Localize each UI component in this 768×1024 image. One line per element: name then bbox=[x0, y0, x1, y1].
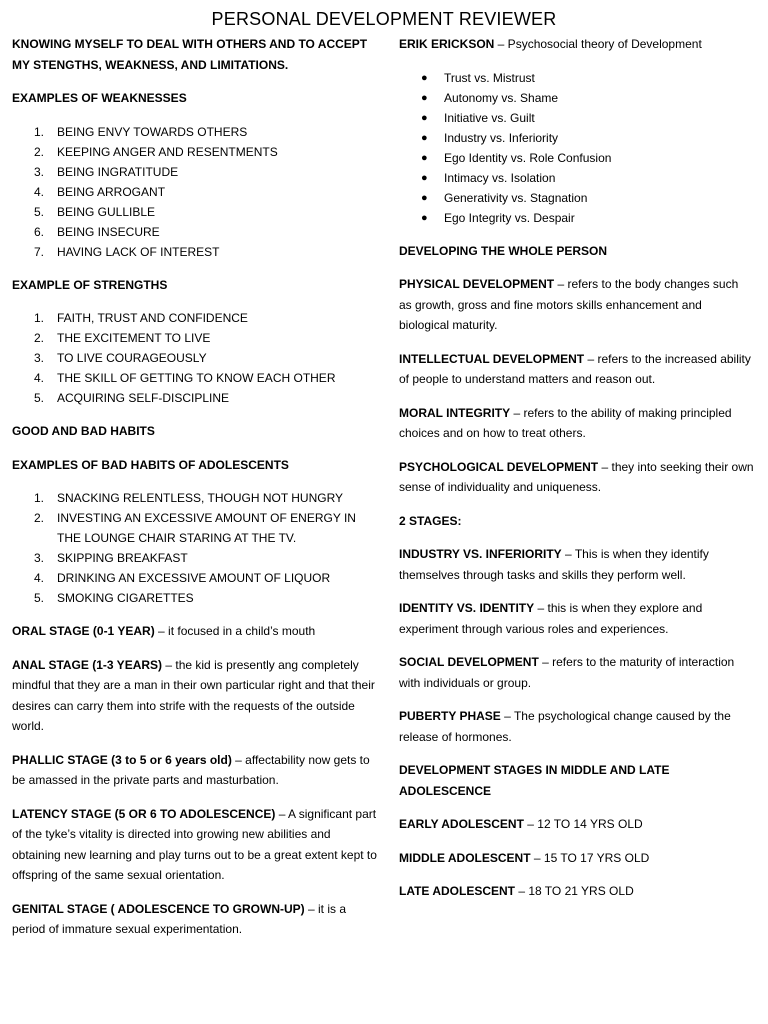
list-item bbox=[12, 122, 380, 142]
list-number: 7. bbox=[34, 244, 45, 259]
development-description: – refers to the body changes such as growth, gross and fine motors skills enhancement and biological maturity. bbox=[399, 277, 739, 332]
stage-description: – affectability now gets to be amassed in the private parts and masturbation. bbox=[12, 752, 370, 787]
list-item bbox=[399, 168, 754, 188]
list-text: SNACKING RELENTLESS, THOUGH NOT HUNGRY bbox=[57, 491, 344, 505]
development-term: PHYSICAL DEVELOPMENT bbox=[399, 277, 555, 291]
stage-paragraph bbox=[12, 750, 380, 791]
list-item bbox=[399, 188, 754, 208]
stage-term: LATENCY STAGE (5 OR 6 TO ADOLESCENCE) bbox=[12, 806, 276, 821]
stage-description: – the kid is presently ang completely mindful that they are a man in their own particular right and that their desires can carry them into strife with the requests of the outside world. bbox=[12, 657, 375, 733]
stage-paragraph bbox=[12, 655, 380, 737]
development-description: – refers to the increased ability of people to understand matters and reason out. bbox=[399, 351, 751, 386]
list-text: INVESTING AN EXCESSIVE AMOUNT OF ENERGY IN THE LOUNGE CHAIR STARING AT THE TV. bbox=[57, 511, 356, 545]
list-text: BEING INGRATITUDE bbox=[57, 164, 179, 179]
erikson-heading bbox=[399, 34, 754, 55]
stage-term: ANAL STAGE (1-3 YEARS) bbox=[12, 657, 163, 672]
stage-description: – it focused in a child’s mouth bbox=[154, 624, 316, 638]
strengths-heading: EXAMPLE OF STRENGTHS bbox=[12, 277, 168, 292]
development-description: – refers to the ability of making principled choices and on how to treat others. bbox=[399, 405, 732, 440]
list-text: BEING INSECURE bbox=[57, 224, 160, 239]
list-item bbox=[12, 182, 380, 202]
adolescent-stage-age: – 18 TO 21 YRS OLD bbox=[515, 884, 634, 898]
list-number: 5. bbox=[34, 391, 45, 405]
list-text: Industry vs. Inferiority bbox=[444, 130, 559, 145]
list-text: Trust vs. Mistrust bbox=[444, 70, 535, 85]
list-text: THE EXCITEMENT TO LIVE bbox=[57, 331, 211, 345]
stage-description: – A significant part of the tyke’s vitality is directed into growing new abilities and obtaining new learning and play turns out to be a great extent kept to offspring of the same sexual orientation. bbox=[12, 806, 377, 882]
list-number: 5. bbox=[34, 591, 45, 605]
list-number: 1. bbox=[34, 311, 45, 325]
list-text: Generativity vs. Stagnation bbox=[444, 190, 588, 205]
list-item bbox=[399, 88, 754, 108]
stage-paragraph bbox=[399, 652, 754, 693]
bullet-icon: ● bbox=[421, 131, 428, 144]
list-item bbox=[12, 508, 380, 548]
weaknesses-list bbox=[12, 122, 380, 262]
list-text: Intimacy vs. Isolation bbox=[444, 170, 556, 185]
list-text: TO LIVE COURAGEOUSLY bbox=[57, 351, 207, 365]
stage-term: GENITAL STAGE ( ADOLESCENCE TO GROWN-UP) bbox=[12, 901, 305, 916]
adolescent-stage bbox=[399, 814, 754, 835]
strengths-list bbox=[12, 308, 380, 408]
list-text: BEING ARROGANT bbox=[57, 184, 166, 199]
bullet-icon: ● bbox=[421, 191, 428, 204]
development-term: INTELLECTUAL DEVELOPMENT bbox=[399, 351, 585, 366]
list-item bbox=[12, 242, 380, 262]
list-item bbox=[12, 162, 380, 182]
list-item bbox=[12, 548, 380, 568]
bad-habits-list bbox=[12, 488, 380, 608]
list-number: 1. bbox=[34, 491, 45, 505]
bad-habits-heading: EXAMPLES OF BAD HABITS OF ADOLESCENTS bbox=[12, 457, 289, 472]
habits-heading: GOOD AND BAD HABITS bbox=[12, 424, 155, 438]
erikson-stages-list bbox=[399, 68, 754, 228]
adolescent-stage-term: LATE ADOLESCENT bbox=[399, 884, 515, 898]
erikson-term: ERIK ERICKSON bbox=[399, 37, 495, 51]
stage-description: – it is a period of immature sexual experimentation. bbox=[12, 901, 347, 936]
bullet-icon: ● bbox=[421, 171, 428, 184]
adolescent-stage-age: – 15 TO 17 YRS OLD bbox=[530, 850, 650, 865]
stage-term: PHALLIC STAGE (3 to 5 or 6 years old) bbox=[12, 752, 232, 767]
list-number: 4. bbox=[34, 371, 45, 385]
stage-description: – refers to the maturity of interaction with individuals or group. bbox=[399, 655, 735, 690]
list-text: BEING ENVY TOWARDS OTHERS bbox=[57, 124, 248, 139]
list-item bbox=[12, 308, 380, 328]
list-item bbox=[399, 108, 754, 128]
list-item bbox=[12, 202, 380, 222]
list-text: SMOKING CIGARETTES bbox=[57, 591, 194, 605]
list-text: THE SKILL OF GETTING TO KNOW EACH OTHER bbox=[57, 371, 336, 385]
list-text: Ego Integrity vs. Despair bbox=[444, 210, 575, 225]
list-text: FAITH, TRUST AND CONFIDENCE bbox=[57, 311, 248, 325]
list-number: 4. bbox=[34, 571, 45, 585]
stage-paragraph bbox=[12, 621, 380, 642]
list-number: 3. bbox=[34, 551, 45, 565]
list-item bbox=[12, 222, 380, 242]
stage-description: – This is when they identify themselves through tasks and skills they perform well. bbox=[399, 547, 709, 582]
list-number: 1. bbox=[34, 124, 45, 139]
stage-term: SOCIAL DEVELOPMENT bbox=[399, 655, 539, 669]
left-column bbox=[12, 34, 380, 953]
list-text: HAVING LACK OF INTEREST bbox=[57, 244, 220, 259]
development-term: PSYCHOLOGICAL DEVELOPMENT bbox=[399, 459, 599, 474]
stage-paragraph bbox=[399, 544, 754, 585]
list-item bbox=[399, 208, 754, 228]
stage-term: IDENTITY VS. IDENTITY bbox=[399, 601, 535, 615]
two-stages-heading: 2 STAGES: bbox=[399, 513, 462, 528]
development-paragraph bbox=[399, 274, 754, 336]
development-term: MORAL INTEGRITY bbox=[399, 405, 511, 420]
development-paragraph bbox=[399, 457, 754, 498]
list-item bbox=[12, 568, 380, 588]
list-number: 4. bbox=[34, 184, 45, 199]
list-number: 5. bbox=[34, 204, 45, 219]
development-paragraph bbox=[399, 349, 754, 390]
bullet-icon: ● bbox=[421, 71, 428, 84]
list-item bbox=[12, 388, 380, 408]
list-item bbox=[12, 588, 380, 608]
list-item bbox=[399, 128, 754, 148]
whole-person-heading: DEVELOPING THE WHOLE PERSON bbox=[399, 243, 608, 258]
stage-paragraph bbox=[399, 706, 754, 747]
list-text: DRINKING AN EXCESSIVE AMOUNT OF LIQUOR bbox=[57, 571, 331, 585]
stage-term: ORAL STAGE (0-1 YEAR) bbox=[12, 624, 155, 638]
list-text: Autonomy vs. Shame bbox=[444, 90, 559, 105]
list-item bbox=[399, 68, 754, 88]
adolescent-stage-age: – 12 TO 14 YRS OLD bbox=[523, 817, 643, 831]
list-item bbox=[12, 328, 380, 348]
stage-paragraph bbox=[12, 899, 380, 940]
list-item bbox=[399, 148, 754, 168]
stage-description: – The psychological change caused by the release of hormones. bbox=[399, 709, 731, 744]
list-text: SKIPPING BREAKFAST bbox=[57, 551, 188, 565]
list-item bbox=[12, 368, 380, 388]
weaknesses-heading: EXAMPLES OF WEAKNESSES bbox=[12, 91, 187, 105]
bullet-icon: ● bbox=[421, 151, 428, 164]
middle-late-adolescence-heading: DEVELOPMENT STAGES IN MIDDLE AND LATE ADOLESCENCE bbox=[399, 763, 670, 798]
list-number: 6. bbox=[34, 224, 45, 239]
development-description: – they into seeking their own sense of individuality and uniqueness. bbox=[399, 459, 754, 494]
stage-paragraph bbox=[399, 598, 754, 639]
list-item bbox=[12, 142, 380, 162]
stage-description: – this is when they explore and experiment through various roles and experiences. bbox=[399, 601, 703, 636]
bullet-icon: ● bbox=[421, 111, 428, 124]
document-title: PERSONAL DEVELOPMENT REVIEWER bbox=[211, 9, 557, 29]
adolescent-stage-term: EARLY ADOLESCENT bbox=[399, 817, 524, 831]
list-number: 3. bbox=[34, 164, 45, 179]
list-text: KEEPING ANGER AND RESENTMENTS bbox=[57, 144, 278, 159]
stage-paragraph bbox=[12, 804, 380, 886]
list-number: 2. bbox=[34, 331, 45, 345]
erikson-description: – Psychosocial theory of Development bbox=[494, 37, 702, 51]
development-paragraph bbox=[399, 403, 754, 444]
adolescent-stage-term: MIDDLE ADOLESCENT bbox=[399, 850, 531, 865]
stage-term: INDUSTRY VS. INFERIORITY bbox=[399, 547, 562, 561]
list-item bbox=[12, 488, 380, 508]
list-text: Ego Identity vs. Role Confusion bbox=[444, 150, 612, 165]
intro-heading: KNOWING MYSELF TO DEAL WITH OTHERS AND TO ACCEPT MY STENGTHS, WEAKNESS, AND LIMITATIONS. bbox=[12, 37, 368, 72]
list-text: Initiative vs. Guilt bbox=[444, 110, 535, 125]
bullet-icon: ● bbox=[421, 91, 428, 104]
adolescent-stage bbox=[399, 848, 754, 869]
list-item bbox=[12, 348, 380, 368]
list-number: 3. bbox=[34, 351, 45, 365]
adolescent-stage bbox=[399, 881, 754, 902]
list-number: 2. bbox=[34, 144, 45, 159]
right-column bbox=[399, 34, 754, 915]
bullet-icon: ● bbox=[421, 211, 428, 224]
list-text: ACQUIRING SELF-DISCIPLINE bbox=[57, 391, 230, 405]
list-text: BEING GULLIBLE bbox=[57, 204, 156, 219]
list-number: 2. bbox=[34, 511, 45, 525]
stage-term: PUBERTY PHASE bbox=[399, 709, 501, 723]
